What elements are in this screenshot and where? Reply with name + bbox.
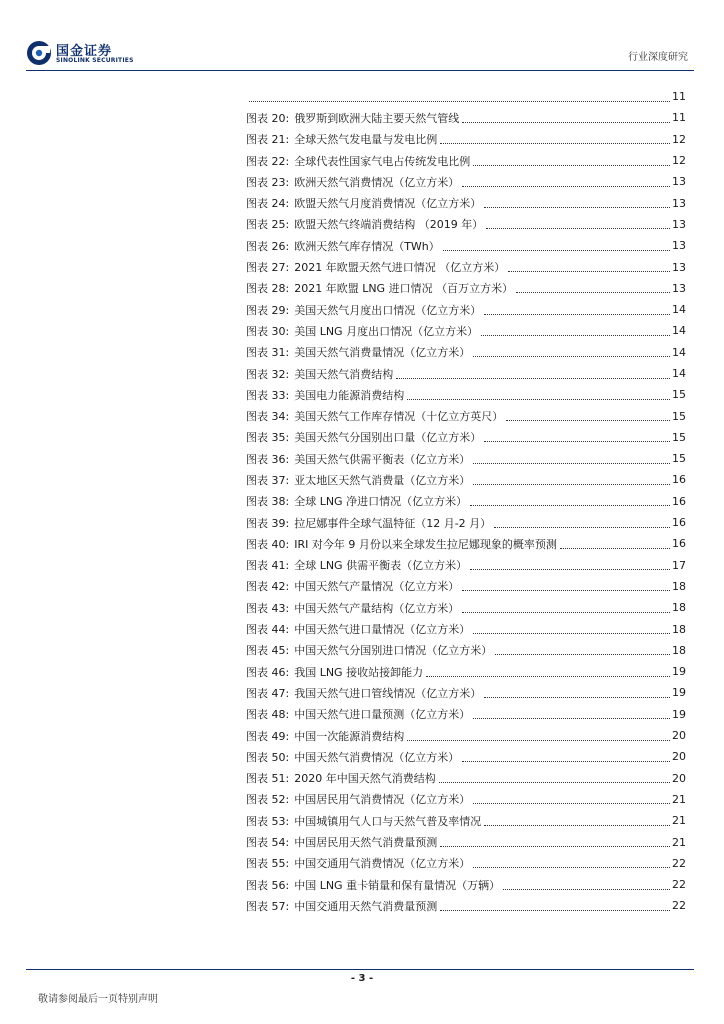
toc-entry[interactable] [246, 874, 686, 895]
toc-entry-page: 15 [672, 388, 686, 402]
toc-entry-label: 图表 25: [246, 218, 290, 232]
toc-entry-label: 图表 57: [246, 899, 290, 913]
toc-leader-dots [484, 305, 670, 315]
toc-entry[interactable] [246, 640, 686, 661]
toc-entry[interactable] [246, 725, 686, 746]
toc-entry-page: 16 [672, 473, 686, 487]
toc-entry-label: 图表 27: [246, 261, 290, 275]
toc-entry-label: 图表 39: [246, 516, 290, 530]
toc-entry[interactable] [246, 363, 686, 384]
toc-leader-dots [473, 347, 670, 357]
toc-entry-label: 图表 53: [246, 814, 290, 828]
toc-entry-title: 中国天然气产量结构（亿立方米） [294, 601, 460, 615]
toc-entry-title: 美国天然气供需平衡表（亿立方米） [294, 452, 471, 466]
toc-leader-dots [484, 198, 670, 208]
toc-entry-title: 美国 LNG 月度出口情况（亿立方米） [294, 324, 479, 338]
toc-entry[interactable] [246, 427, 686, 448]
toc-entry-title: 中国天然气产量情况（亿立方米） [294, 580, 460, 594]
toc-entry-title: 全球 LNG 供需平衡表（亿立方米） [294, 559, 468, 573]
toc-entry-title: 中国交通用气消费情况（亿立方米） [294, 857, 471, 871]
toc-leader-dots [486, 219, 670, 229]
toc-entry-page: 15 [672, 452, 686, 466]
toc-entry-page: 18 [672, 643, 686, 657]
toc-leader-dots [462, 603, 670, 613]
toc-leader-dots [249, 92, 670, 102]
toc-entry-page: 19 [672, 707, 686, 721]
toc-entry-page: 12 [672, 132, 686, 146]
toc-entry-label: 图表 46: [246, 665, 290, 679]
toc-entry-label: 图表 52: [246, 793, 290, 807]
toc-leader-dots [473, 858, 670, 868]
toc-entry[interactable] [246, 597, 686, 618]
toc-leader-dots [462, 177, 670, 187]
toc-leader-dots [462, 113, 670, 123]
footer-divider [26, 969, 694, 970]
toc-leader-dots [484, 816, 670, 826]
toc-entry-label: 图表 51: [246, 772, 290, 786]
toc-entry-title: 中国 LNG 重卡销量和保有量情况（万辆） [294, 878, 501, 892]
toc-entry-label: 图表 56: [246, 878, 290, 892]
toc-entry-title: 中国天然气消费情况（亿立方米） [294, 750, 460, 764]
toc-entry-page: 13 [672, 281, 686, 295]
toc-entry-label: 图表 43: [246, 601, 290, 615]
toc-entry-title: 我国 LNG 接收站接卸能力 [294, 665, 424, 679]
toc-entry[interactable] [246, 789, 686, 810]
toc-leader-dots [516, 283, 670, 293]
toc-entry[interactable] [246, 448, 686, 469]
toc-entry-label: 图表 33: [246, 388, 290, 402]
table-of-figures [246, 86, 686, 917]
toc-entry-page: 15 [672, 409, 686, 423]
toc-entry-page: 16 [672, 516, 686, 530]
toc-entry-label: 图表 48: [246, 708, 290, 722]
toc-entry-label: 图表 45: [246, 644, 290, 658]
toc-entry-title: 中国城镇用气人口与天然气普及率情况 [294, 814, 482, 828]
toc-entry[interactable] [246, 107, 686, 128]
toc-entry-page: 22 [672, 899, 686, 913]
toc-entry-title: 欧盟天然气终端消费结构 （2019 年） [294, 218, 484, 232]
toc-entry-page: 16 [672, 537, 686, 551]
toc-entry-title: 亚太地区天然气消费量（亿立方米） [294, 473, 471, 487]
toc-entry[interactable] [246, 831, 686, 852]
toc-entry-title: 2020 年中国天然气消费结构 [294, 772, 436, 786]
toc-entry-title: 中国交通用天然气消费量预测 [294, 899, 438, 913]
toc-entry-title: 美国天然气分国别出口量（亿立方米） [294, 431, 482, 445]
toc-entry[interactable] [246, 278, 686, 299]
toc-entry-title: 拉尼娜事件全球气温特征（12 月-2 月） [294, 516, 492, 530]
toc-leader-dots [560, 539, 670, 549]
toc-entry-page: 14 [672, 303, 686, 317]
toc-leader-dots [407, 731, 670, 741]
toc-entry-page: 19 [672, 665, 686, 679]
toc-entry-label: 图表 23: [246, 175, 290, 189]
toc-entry-title: 欧洲天然气库存情况（TWh） [294, 239, 440, 253]
toc-entry-title: 中国天然气进口量预测（亿立方米） [294, 708, 471, 722]
toc-leader-dots [494, 518, 670, 528]
toc-entry-page: 14 [672, 324, 686, 338]
toc-entry-label: 图表 30: [246, 324, 290, 338]
toc-entry-page: 20 [672, 750, 686, 764]
toc-entry[interactable] [246, 853, 686, 874]
toc-entry-label: 图表 55: [246, 857, 290, 871]
toc-leader-dots [495, 645, 670, 655]
toc-entry-title: 全球天然气发电量与发电比例 [294, 133, 438, 147]
toc-entry-label: 图表 38: [246, 495, 290, 509]
toc-entry-label: 图表 32: [246, 367, 290, 381]
toc-entry[interactable] [246, 299, 686, 320]
toc-entry[interactable] [246, 661, 686, 682]
toc-entry-page: 11 [672, 111, 686, 125]
toc-entry-page: 16 [672, 494, 686, 508]
toc-entry-title: 2021 年欧盟天然气进口情况 （亿立方米） [294, 261, 506, 275]
toc-entry[interactable] [246, 384, 686, 405]
toc-entry-label: 图表 26: [246, 239, 290, 253]
toc-entry[interactable] [246, 150, 686, 171]
toc-entry-label: 图表 24: [246, 197, 290, 211]
toc-entry[interactable] [246, 469, 686, 490]
toc-entry[interactable] [246, 618, 686, 639]
toc-entry[interactable] [246, 171, 686, 192]
toc-entry[interactable] [246, 512, 686, 533]
toc-entry-label: 图表 37: [246, 473, 290, 487]
toc-entry-label: 图表 50: [246, 750, 290, 764]
toc-entry-label: 图表 22: [246, 154, 290, 168]
toc-entry[interactable] [246, 86, 686, 107]
toc-entry-page: 20 [672, 771, 686, 785]
toc-entry-page: 13 [672, 239, 686, 253]
toc-leader-dots [484, 432, 670, 442]
toc-leader-dots [426, 667, 670, 677]
toc-leader-dots [470, 496, 670, 506]
toc-entry-page: 13 [672, 260, 686, 274]
toc-entry[interactable] [246, 320, 686, 341]
toc-leader-dots [473, 156, 670, 166]
toc-entry[interactable] [246, 768, 686, 789]
toc-entry-page: 14 [672, 367, 686, 380]
toc-entry-title: 美国电力能源消费结构 [294, 388, 405, 402]
toc-entry-title: 美国天然气消费量情况（亿立方米） [294, 346, 471, 360]
page-header [26, 38, 694, 68]
toc-entry-title: 全球 LNG 净进口情况（亿立方米） [294, 495, 468, 509]
toc-leader-dots [484, 688, 670, 698]
toc-leader-dots [462, 581, 670, 591]
page-number: - 3 - [350, 973, 374, 984]
toc-entry-page: 11 [672, 90, 686, 104]
toc-entry-label: 图表 41: [246, 559, 290, 573]
toc-entry-page: 18 [672, 579, 686, 593]
toc-entry-label: 图表 20: [246, 111, 290, 125]
toc-leader-dots [440, 837, 670, 847]
toc-entry[interactable] [246, 256, 686, 277]
toc-entry-label: 图表 49: [246, 729, 290, 743]
toc-entry-title: 2021 年欧盟 LNG 进口情况 （百万立方米） [294, 282, 514, 296]
logo-english-name: SINOLINK SECURITIES [56, 57, 134, 64]
toc-entry-title: 中国居民用天然气消费量预测 [294, 836, 438, 850]
toc-entry-title: 美国天然气工作库存情况（十亿立方英尺） [294, 410, 504, 424]
toc-entry[interactable] [246, 704, 686, 725]
toc-leader-dots [443, 241, 670, 251]
toc-entry-title: 中国居民用气消费情况（亿立方米） [294, 793, 471, 807]
toc-entry-title: 欧洲天然气消费情况（亿立方米） [294, 175, 460, 189]
toc-entry-label: 图表 29: [246, 303, 290, 317]
toc-entry[interactable] [246, 405, 686, 426]
toc-entry-page: 15 [672, 430, 686, 444]
toc-entry[interactable] [246, 214, 686, 235]
toc-leader-dots [439, 773, 670, 783]
toc-entry-page: 21 [672, 814, 686, 828]
toc-entry-title: 美国天然气消费结构 [294, 367, 394, 381]
toc-entry-page: 12 [672, 154, 686, 168]
toc-leader-dots [473, 624, 670, 634]
toc-entry-page: 18 [672, 622, 686, 636]
toc-leader-dots [481, 326, 670, 336]
toc-leader-dots [506, 411, 670, 421]
toc-entry[interactable] [246, 810, 686, 831]
toc-entry[interactable] [246, 576, 686, 597]
toc-entry[interactable] [246, 746, 686, 767]
toc-entry-label: 图表 21: [246, 133, 290, 147]
toc-entry[interactable] [246, 682, 686, 703]
toc-entry-page: 17 [672, 558, 686, 572]
toc-entry-title: 全球代表性国家气电占传统发电比例 [294, 154, 471, 168]
toc-entry-label: 图表 47: [246, 686, 290, 700]
toc-leader-dots [396, 369, 670, 379]
toc-leader-dots [473, 794, 670, 804]
toc-leader-dots [462, 752, 670, 762]
toc-entry[interactable] [246, 342, 686, 363]
toc-entry-page: 13 [672, 175, 686, 189]
toc-entry[interactable] [246, 235, 686, 256]
toc-entry-label: 图表 35: [246, 431, 290, 445]
toc-entry-title: 欧盟天然气月度消费情况（亿立方米） [294, 197, 482, 211]
toc-entry-title: 中国一次能源消费结构 [294, 729, 405, 743]
toc-leader-dots [473, 709, 670, 719]
toc-entry-page: 14 [672, 345, 686, 359]
toc-entry-label: 图表 36: [246, 452, 290, 466]
toc-entry-page: 20 [672, 729, 686, 743]
toc-leader-dots [473, 454, 670, 464]
toc-entry-page: 13 [672, 217, 686, 231]
report-type: 行业深度研究 [628, 52, 688, 63]
toc-leader-dots [470, 560, 670, 570]
toc-leader-dots [473, 475, 670, 485]
toc-leader-dots [407, 390, 670, 400]
toc-entry-title: 俄罗斯到欧洲大陆主要天然气管线 [294, 111, 460, 125]
toc-entry-page: 13 [672, 196, 686, 210]
toc-entry-label: 图表 42: [246, 580, 290, 594]
toc-entry-title: 我国天然气进口管线情况（亿立方米） [294, 686, 482, 700]
toc-entry-page: 21 [672, 792, 686, 806]
toc-entry-title: 中国天然气进口量情况（亿立方米） [294, 623, 471, 637]
sinolink-logo-icon [26, 40, 52, 66]
toc-entry[interactable] [246, 555, 686, 576]
toc-entry-label: 图表 28: [246, 282, 290, 296]
toc-entry-title: IRI 对今年 9 月份以来全球发生拉尼娜现象的概率预测 [294, 537, 557, 551]
toc-entry-label: 图表 44: [246, 623, 290, 637]
toc-entry-label: 图表 31: [246, 346, 290, 360]
toc-entry[interactable] [246, 192, 686, 213]
toc-entry-page: 22 [672, 878, 686, 892]
toc-entry-label: 图表 40: [246, 537, 290, 551]
disclaimer: 敬请参阅最后一页特别声明 [38, 994, 158, 1005]
toc-entry-page: 21 [672, 835, 686, 849]
toc-entry-title: 美国天然气月度出口情况（亿立方米） [294, 303, 482, 317]
toc-leader-dots [440, 134, 670, 144]
header-divider [26, 70, 694, 71]
toc-entry-page: 22 [672, 856, 686, 870]
toc-entry[interactable] [246, 895, 686, 916]
toc-leader-dots [503, 880, 670, 890]
toc-entry-label: 图表 34: [246, 410, 290, 424]
toc-entry[interactable] [246, 129, 686, 150]
toc-entry-page: 19 [672, 686, 686, 700]
toc-entry[interactable] [246, 533, 686, 554]
toc-entry-page: 18 [672, 601, 686, 615]
toc-entry-label: 图表 54: [246, 836, 290, 850]
toc-entry[interactable] [246, 491, 686, 512]
toc-leader-dots [508, 262, 670, 272]
toc-leader-dots [440, 901, 670, 911]
toc-entry-title: 中国天然气分国别进口情况（亿立方米） [294, 644, 493, 658]
logo-chinese-name: 国金证券 [56, 44, 113, 59]
